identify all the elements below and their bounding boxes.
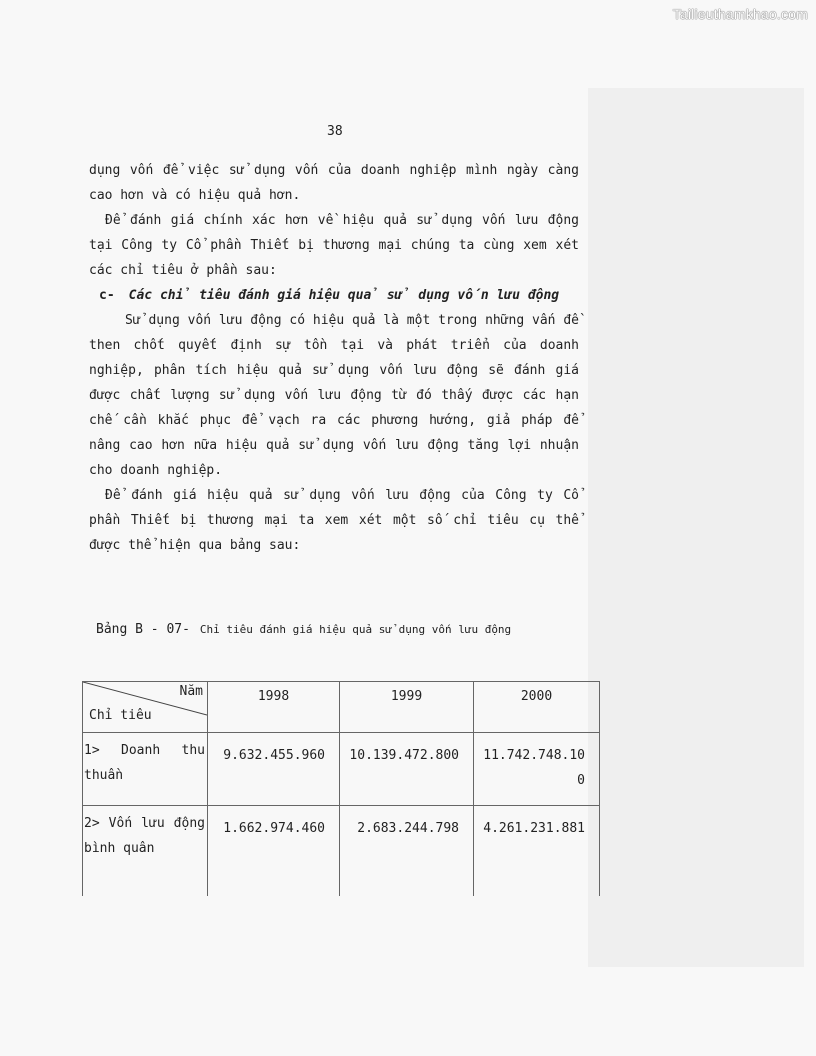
section-marker: c- — [99, 288, 115, 303]
paragraph-3: Sử dụng vốn lưu động có hiệu quả là một trong những vấn đề then chốt quyết định sự tồn tại và phát triển của doanh nghiệp, phân tích hiệu quả sử dụng vốn lưu động sẽ đánh giá được chất lượng sử dụng vốn lưu động từ đó thấy được các hạn chế cần khắc phục để vạch ra các phương hướng, giả pháp để nâng cao hơn nữa hiệu quả sử dụng vốn lưu động tăng lợi nhuận cho doanh nghiệp. — [89, 313, 579, 478]
section-heading-text: Các chỉ tiêu đánh giá hiệu quả sử dụng vốn lưu động — [128, 288, 560, 303]
table-cell: 2.683.244.798 — [340, 806, 474, 897]
row-label: 2> Vốn lưu động bình quân — [83, 806, 208, 897]
header-year-1999: 1999 — [340, 682, 474, 733]
table-row — [83, 733, 600, 806]
header-year-1998: 1998 — [208, 682, 340, 733]
side-panel — [588, 88, 804, 967]
table-cell: 10.139.472.800 — [340, 733, 474, 806]
paragraph-2: Để đánh giá chính xác hơn về hiệu quả sử dụng vốn lưu động tại Công ty Cổ phần Thiết bị thương mại chúng ta cùng xem xét các chỉ tiêu ở phần sau: — [89, 213, 579, 278]
corner-header-year: Năm — [179, 684, 203, 699]
section-heading — [89, 283, 579, 308]
page-number: 38 — [327, 124, 343, 139]
row-label: 1> Doanh thu thuần — [83, 733, 208, 806]
table-cell: 9.632.455.960 — [208, 733, 340, 806]
data-table — [82, 681, 600, 896]
table-caption — [96, 622, 511, 637]
paragraph-4: Để đánh giá hiệu quả sử dụng vốn lưu động của Công ty Cổ phần Thiết bị thương mại ta xem xét một số chỉ tiêu cụ thể được thể hiện qua bảng sau: — [89, 488, 579, 553]
paragraph-1: dụng vốn để việc sử dụng vốn của doanh nghiệp mình ngày càng cao hơn và có hiệu quả hơn. — [89, 163, 579, 203]
document-body — [89, 158, 579, 558]
watermark: Tailieuthamkhao.com — [672, 6, 808, 22]
header-year-2000: 2000 — [474, 682, 600, 733]
table-row — [83, 806, 600, 897]
table-caption-text: Chỉ tiêu đánh giá hiệu quả sử dụng vốn lưu động — [199, 623, 512, 636]
table-caption-label: Bảng B - 07- — [96, 622, 190, 637]
table-cell: 1.662.974.460 — [208, 806, 340, 897]
corner-header-cell — [83, 682, 208, 733]
table-header-row — [83, 682, 600, 733]
corner-header-indicator: Chỉ tiêu — [89, 708, 152, 723]
table-cell: 4.261.231.881 — [474, 806, 600, 897]
table-cell: 11.742.748.100 — [474, 733, 600, 806]
